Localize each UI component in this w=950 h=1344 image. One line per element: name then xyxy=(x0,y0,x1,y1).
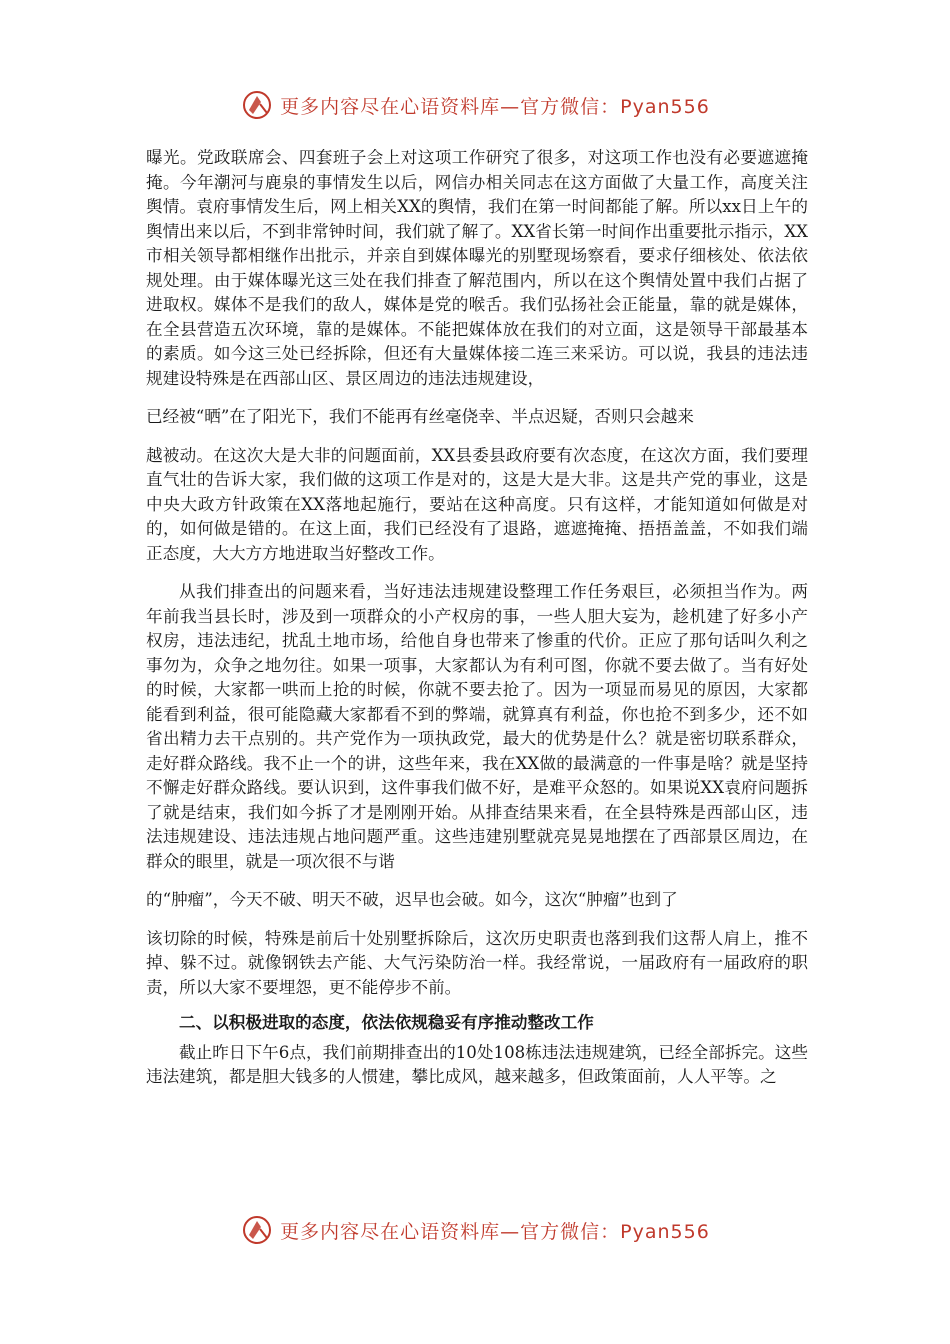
logo-icon xyxy=(240,1213,274,1247)
paragraph: 越被动。在这次大是大非的问题面前，XX县委县政府要有次态度，在这次方面，我们要理直气壮的告诉大家，我们做的这项工作是对的，这是大是大非。这是共产党的事业，这是中央大政方针政策在XX落地起施行，要站在这种高度。只有这样，才能知道如何做是对的，如何做是错的。在这上面，我们已经没有了退路，遮遮掩掩、捂捂盖盖，不如我们端正态度，大大方方地进取当好整改工作。 xyxy=(146,445,808,563)
section-heading: 二、以积极进取的态度，依法依规稳妥有序推动整改工作 xyxy=(179,1012,594,1032)
logo-icon xyxy=(240,88,274,122)
paragraph: 该切除的时候，特殊是前后十处别墅拆除后，这次历史职责也落到我们这帮人肩上，推不掉、躲不过。就像钢铁去产能、大气污染防治一样。我经常说，一届政府有一届政府的职责，所以大家不要埋怨，更不能停步不前。 xyxy=(146,928,808,997)
paragraph: 曝光。党政联席会、四套班子会上对这项工作研究了很多，对这项工作也没有必要遮遮掩掩。今年潮河与鹿泉的事情发生以后，网信办相关同志在这方面做了大量工作，高度关注舆情。袁府事情发生后，网上相关XX的舆情，我们在第一时间都能了解。所以xx日上午的舆情出来以后，不到非常钟时间，我们就了解了。XX省长第一时间作出重要批示指示，XX市相关领导都相继作出批示，并亲自到媒体曝光的别墅现场察看，要求仔细核处、依法依规处理。由于媒体曝光这三处在我们排查了解范围内，所以在这个舆情处置中我们占据了进取权。媒体不是我们的敌人，媒体是党的喉舌。我们弘扬社会正能量，靠的就是媒体，在全县营造五次环境，靠的是媒体。不能把媒体放在我们的对立面，这是领导干部最基本的素质。如今这三处已经拆除，但还有大量媒体接二连三来采访。可以说，我县的违法违规建设特殊是在西部山区、景区周边的违法违规建设， xyxy=(146,148,808,388)
banner-text: 更多内容尽在心语资料库—官方微信：Pyan556 xyxy=(280,95,710,118)
paragraph: 已经被“晒”在了阳光下，我们不能再有丝毫侥幸、半点迟疑，否则只会越来 xyxy=(146,407,694,426)
banner-text: 更多内容尽在心语资料库—官方微信：Pyan556 xyxy=(280,1220,710,1243)
footer-watermark-banner xyxy=(0,1210,950,1250)
paragraph: 截止昨日下午6点，我们前期排查出的10处108栋违法违规建筑，已经全部拆完。这些违法建筑，都是胆大钱多的人惯建，攀比成风，越来越多，但政策面前，人人平等。之 xyxy=(146,1042,808,1086)
document-body xyxy=(146,146,808,1090)
paragraph: 的“肿瘤”，今天不破、明天不破，迟早也会破。如今，这次“肿瘤”也到了 xyxy=(146,890,678,909)
paragraph: 从我们排查出的问题来看，当好违法违规建设整理工作任务艰巨，必须担当作为。两年前我当县长时，涉及到一项群众的小产权房的事，一些人胆大妄为，趁机建了好多小产权房，违法违纪，扰乱土地市场，给他自身也带来了惨重的代价。正应了那句话叫久利之事勿为，众争之地勿往。如果一项事，大家都认为有利可图，你就不要去做了。当有好处的时候，大家都一哄而上抢的时候，你就不要去抢了。因为一项显而易见的原因，大家都能看到利益，很可能隐藏大家都看不到的弊端，就算真有利益，你也抢不到多少，还不如省出精力去干点别的。共产党作为一项执政党，最大的优势是什么？就是密切联系群众，走好群众路线。我不止一个的讲，这些年来，我在XX做的最满意的一件事是啥？就是坚持不懈走好群众路线。要认识到，这件事我们做不好，是难平众怒的。如果说XX袁府问题拆了就是结束，我们如今拆了才是刚刚开始。从排查结果来看，在全县特殊是西部山区，违法违规建设、违法违规占地问题严重。这些违建别墅就亮晃晃地摆在了西部景区周边，在群众的眼里，就是一项次很不与谐 xyxy=(146,582,808,871)
header-watermark-banner xyxy=(0,85,950,125)
